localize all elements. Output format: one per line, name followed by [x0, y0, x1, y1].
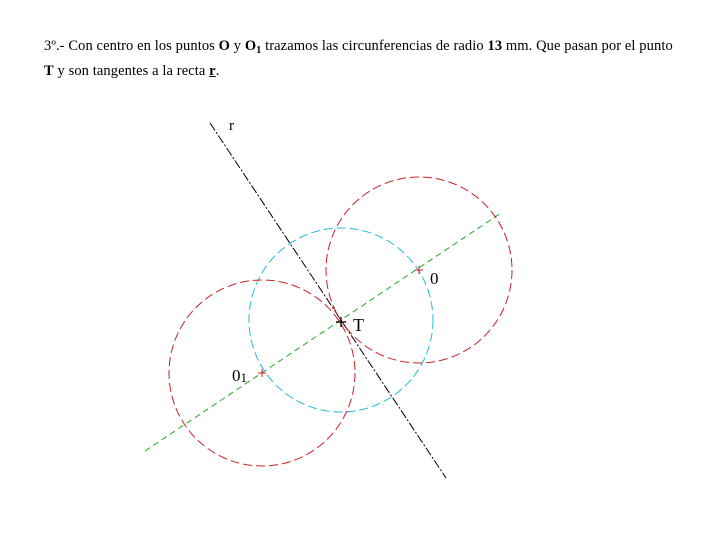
point-o-ref: O	[218, 38, 231, 54]
label-o1-main: 0	[232, 366, 241, 385]
label-r: r	[229, 118, 234, 134]
statement-text: .	[215, 63, 220, 79]
point-t-ref: T	[44, 63, 54, 79]
label-o: 0	[430, 269, 439, 288]
line-r-ref: r	[209, 63, 216, 79]
statement-text: Con centro en los puntos	[64, 38, 219, 54]
point-o1-sub: 1	[256, 45, 262, 56]
statement-text: trazamos las circunferencias de radio	[261, 38, 488, 54]
point-o1-main: O	[244, 38, 257, 54]
problem-number: 3º.-	[44, 38, 65, 54]
statement-text: mm. Que pasan por el punto	[502, 38, 673, 54]
radius-value: 13	[487, 38, 503, 54]
statement-text: y	[230, 38, 245, 54]
label-t: T	[353, 315, 364, 335]
axis-line	[145, 213, 501, 451]
point-o1-marker	[258, 369, 266, 377]
line-r	[210, 123, 446, 478]
label-o1-sub: 1	[240, 370, 247, 385]
label-o1	[232, 366, 247, 385]
statement-text: y son tangentes a la recta	[53, 63, 210, 79]
